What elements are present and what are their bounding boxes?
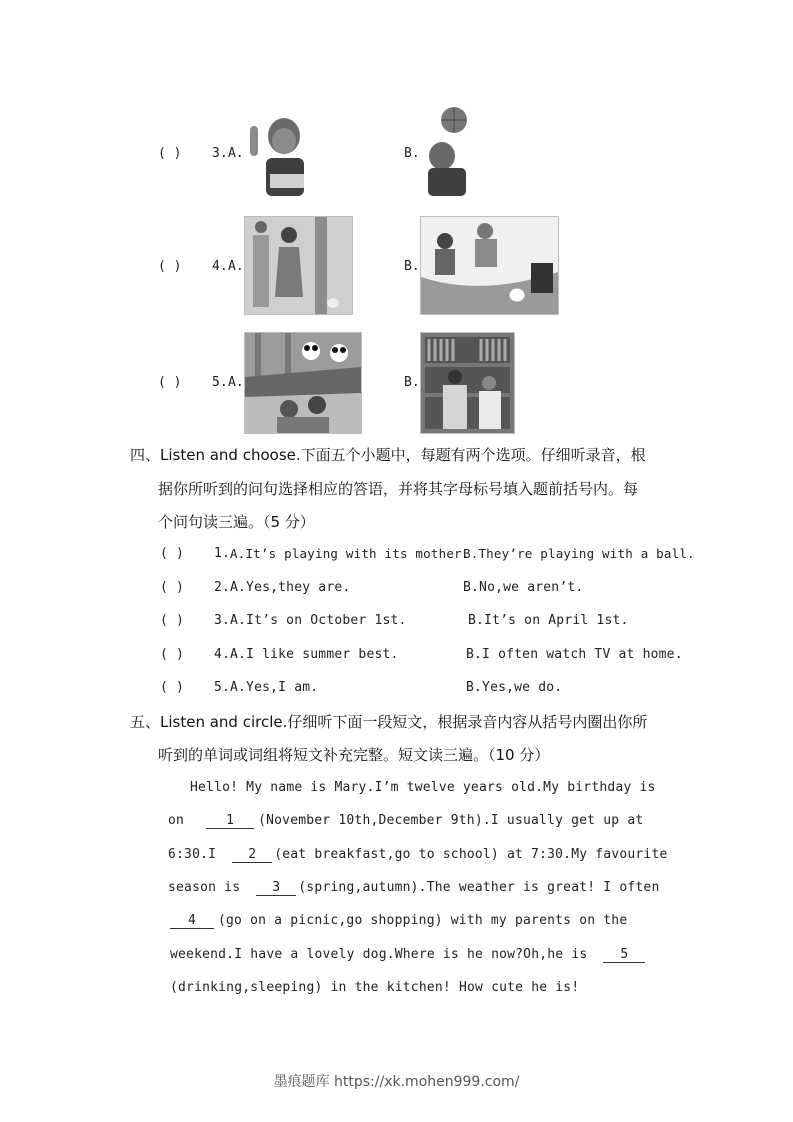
item-number: 5. [212, 375, 228, 390]
boys-playing-image [420, 216, 559, 315]
question-number: 4. [214, 647, 231, 662]
blank-2[interactable]: 2 [232, 848, 272, 863]
question-number: 1. [214, 546, 231, 561]
passage-line-6 [170, 947, 645, 963]
passage-line-5 [170, 913, 627, 929]
footer-watermark: 墨痕题库 https://xk.mohen999.com/ [273, 1074, 520, 1090]
answer-paren[interactable]: ( ) [160, 680, 185, 695]
library-bookshelf-image [420, 332, 515, 434]
boy-with-basketball-image [420, 106, 474, 196]
item-number: 3. [212, 146, 228, 161]
section-4-heading-line3: 个问句读三遍。（5 分） [158, 513, 315, 531]
section-4-heading-line1: 四、Listen and choose.下面五个小题中，每题有两个选项。仔细听录音，根 [130, 446, 646, 464]
option-b: B.Yes,we do. [466, 680, 563, 695]
item-number: 4. [212, 259, 228, 274]
passage-text: (eat breakfast,go to school) at 7:30.My favourite [274, 847, 668, 862]
question-number: 3. [214, 613, 231, 628]
passage-line-7: (drinking,sleeping) in the kitchen! How cute he is! [170, 980, 580, 995]
option-a-label: A. [228, 146, 244, 161]
option-b-label: B. [404, 259, 420, 274]
passage-line-4 [168, 880, 659, 896]
passage-line-1: Hello! My name is Mary.I’m twelve years old.My birthday is [190, 780, 656, 795]
option-b-label: B. [404, 375, 420, 390]
answer-paren[interactable]: ( ) [160, 546, 185, 561]
option-b: B.No,we aren’t. [463, 580, 584, 595]
option-b: B.They’re playing with a ball. [463, 546, 695, 561]
boy-waving-image [244, 108, 326, 196]
option-a: A.It’s on October 1st. [230, 613, 407, 628]
option-a: A.Yes,I am. [230, 680, 319, 695]
answer-paren[interactable]: ( ) [158, 259, 182, 274]
blank-4[interactable]: 4 [170, 914, 214, 929]
blank-5[interactable]: 5 [603, 948, 645, 963]
passage-line-2 [168, 813, 643, 829]
pandas-zoo-image [244, 332, 362, 434]
option-b: B.It’s on April 1st. [468, 613, 629, 628]
section-5-heading-line1: 五、Listen and circle.仔细听下面一段短文，根据录音内容从括号内圈出你所 [130, 713, 648, 731]
passage-text: season is [168, 880, 241, 895]
passage-text: (November 10th,December 9th).I usually get up at [258, 813, 644, 828]
section-4-heading-line2: 据你所听到的问句选择相应的答语，并将其字母标号填入题前括号内。每 [158, 480, 639, 498]
answer-paren[interactable]: ( ) [160, 647, 185, 662]
option-a: A.It’s playing with its mother. [230, 546, 470, 561]
option-a: A.Yes,they are. [230, 580, 351, 595]
option-a-label: A. [228, 375, 244, 390]
section-5-heading-line2: 听到的单词或词组将短文补充完整。短文读三遍。（10 分） [158, 746, 550, 764]
answer-paren[interactable]: ( ) [158, 375, 182, 390]
passage-text: (spring,autumn).The weather is great! I often [298, 880, 660, 895]
passage-text: weekend.I have a lovely dog.Where is he now?Oh,he is [170, 947, 588, 962]
option-a: A.I like summer best. [230, 647, 399, 662]
passage-line-3 [168, 847, 668, 863]
blank-3[interactable]: 3 [256, 881, 296, 896]
answer-paren[interactable]: ( ) [158, 146, 182, 161]
children-in-park-image [244, 216, 353, 315]
question-number: 2. [214, 580, 231, 595]
passage-text: on [168, 813, 185, 828]
passage-text: 6:30.I [168, 847, 217, 862]
option-a-label: A. [228, 259, 244, 274]
option-b: B.I often watch TV at home. [466, 647, 683, 662]
passage-text: (go on a picnic,go shopping) with my parents on the [218, 913, 628, 928]
answer-paren[interactable]: ( ) [160, 580, 185, 595]
question-number: 5. [214, 680, 231, 695]
option-b-label: B. [404, 146, 420, 161]
blank-1[interactable]: 1 [206, 814, 254, 829]
answer-paren[interactable]: ( ) [160, 613, 185, 628]
